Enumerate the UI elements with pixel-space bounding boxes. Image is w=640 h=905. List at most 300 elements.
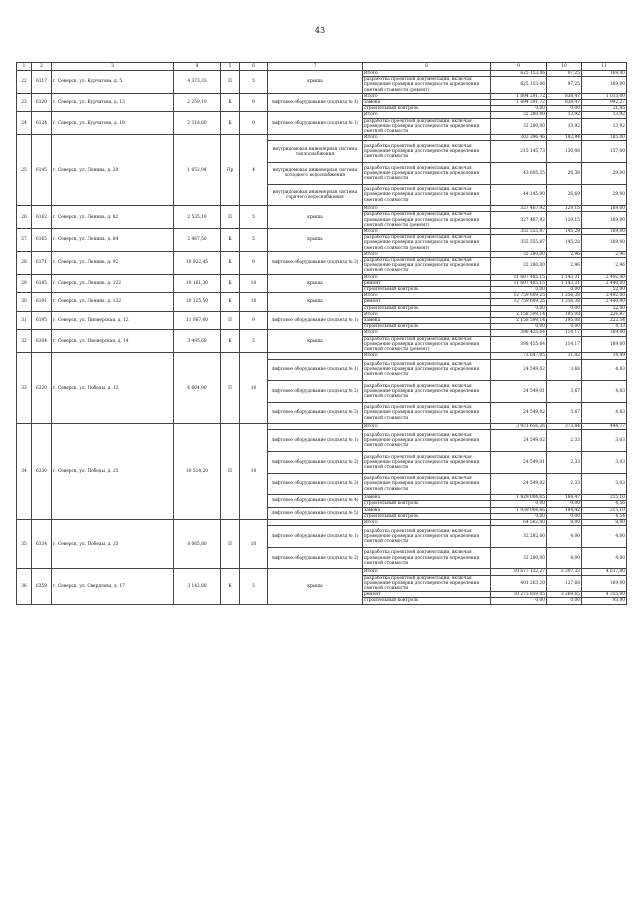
work-type-cell: крыша — [268, 274, 363, 293]
floors-cell: 10 — [240, 353, 268, 424]
work-type-cell: лифтовое оборудование (подъезд № 5) — [268, 507, 363, 519]
work-type-cell: лифтовое оборудование (подъезд № 1) — [268, 93, 363, 112]
cost-cell: 24 549,02 — [491, 473, 547, 495]
unit-cost-cell: 0,00 — [547, 305, 582, 311]
limit-cost-cell: 2,96 — [582, 258, 627, 275]
work-type-cell: внутридомовая инженерная система теплоснабжения — [268, 141, 363, 163]
limit-cost-cell: 169,00 — [582, 212, 627, 229]
limit-cost-cell: 2 440,00 — [582, 299, 627, 305]
unit-cost-cell: 97,25 — [547, 71, 582, 77]
row-number: 35 — [17, 520, 32, 569]
cost-cell: 625 153,06 — [491, 77, 547, 94]
unit-cost-cell: 11,02 — [547, 353, 582, 359]
work-type-cell: крыша — [268, 293, 363, 312]
limit-cost-cell: 169,00 — [582, 575, 627, 592]
work-description-cell: Итого — [363, 330, 491, 336]
category-cell: П — [221, 520, 240, 569]
work-description-cell: строительный контроль — [363, 305, 491, 311]
work-type-cell: внутридомовая инженерная система холодного водоснабжения — [268, 163, 363, 185]
work-description-cell: разработка проектной документации, включая проведение проверки достоверности определения сметной стоимости — [363, 258, 491, 275]
work-description-cell: Итого — [363, 251, 491, 257]
work-type-cell: крыша — [268, 229, 363, 252]
work-description-cell: Итого — [363, 424, 491, 430]
floors-cell: 10 — [240, 274, 268, 293]
address-cell: г. Северск, ул. Свердлова, д. 17 — [52, 569, 174, 604]
limit-cost-cell: 14,49 — [582, 353, 627, 359]
column-number: 2 — [32, 63, 52, 71]
cost-cell: 0,00 — [491, 305, 547, 311]
category-cell: К — [221, 569, 240, 604]
row-number: 23 — [17, 93, 32, 112]
object-code: 6334 — [32, 520, 52, 569]
cost-cell: 24 549,02 — [491, 359, 547, 381]
work-description-cell: разработка проектной документации, включая проведение проверки достоверности определения сметной стоимости — [363, 473, 491, 495]
address-cell: г. Северск, ул. Ленина, д. 132 — [52, 293, 174, 312]
repair-program-table — [16, 62, 627, 605]
work-description-cell: разработка проектной документации, включая проведение проверки достоверности определения сметной стоимости — [363, 163, 491, 185]
unit-cost-cell: 3,67 — [547, 381, 582, 403]
cost-cell: 355 555,87 — [491, 229, 547, 235]
limit-cost-cell: 4,83 — [582, 359, 627, 381]
cost-cell: 73 647,05 — [491, 353, 547, 359]
limit-cost-cell: 169,00 — [582, 330, 627, 336]
cost-cell: 10 677 122,27 — [491, 569, 547, 575]
unit-cost-cell: 26,69 — [547, 184, 582, 206]
unit-cost-cell: 3 269,65 — [547, 592, 582, 598]
cost-cell: 0,00 — [491, 598, 547, 604]
work-description-cell: Итого — [363, 112, 491, 118]
limit-cost-cell: 444,77 — [582, 424, 627, 430]
limit-cost-cell: 3,03 — [582, 473, 627, 495]
table-row — [17, 293, 627, 299]
unit-cost-cell: 114,17 — [547, 336, 582, 353]
work-description-cell: Итого — [363, 569, 491, 575]
category-cell: К — [221, 330, 240, 353]
work-type-cell: лифтовое оборудование (подъезд № 1) — [268, 430, 363, 452]
work-description-cell: ремонт — [363, 280, 491, 286]
cost-cell: 0,00 — [491, 106, 547, 112]
address-cell: г. Северск, ул. Победы, д. 33 — [52, 520, 174, 569]
cost-cell: 327 467,92 — [491, 206, 547, 212]
area-cell: 10 514,20 — [174, 424, 221, 520]
limit-cost-cell: 4 355,00 — [582, 592, 627, 598]
limit-cost-cell: 8,00 — [582, 520, 627, 526]
area-cell: 10 125,50 — [174, 293, 221, 312]
cost-cell: 302 396,46 — [491, 135, 547, 141]
area-cell: 2 259,10 — [174, 93, 221, 112]
object-code: 6195 — [32, 311, 52, 330]
column-number: 3 — [52, 63, 174, 71]
unit-cost-cell: 184,42 — [547, 507, 582, 513]
table-row — [17, 71, 627, 77]
unit-cost-cell: 4,00 — [547, 547, 582, 569]
unit-cost-cell: 3,68 — [547, 359, 582, 381]
address-cell: г. Северск, ул. Победы, д. 23 — [52, 424, 174, 520]
cost-cell: 12 759 609,25 — [491, 299, 547, 305]
table-row — [17, 251, 627, 257]
limit-cost-cell: 4,00 — [582, 526, 627, 548]
limit-cost-cell: 169,00 — [582, 229, 627, 235]
column-number: 8 — [363, 63, 491, 71]
object-code: 6359 — [32, 569, 52, 604]
cost-cell: 44 145,90 — [491, 184, 547, 206]
work-description-cell: Итого — [363, 293, 491, 299]
object-code: 6185 — [32, 274, 52, 293]
unit-cost-cell: 1 256,38 — [547, 299, 582, 305]
work-description-cell: замена — [363, 495, 491, 501]
work-description-cell: Итого — [363, 229, 491, 235]
unit-cost-cell: 26,36 — [547, 163, 582, 185]
unit-cost-cell: 97,25 — [547, 77, 582, 94]
floors-cell: 5 — [240, 229, 268, 252]
table-row — [17, 330, 627, 336]
row-number: 36 — [17, 569, 32, 604]
cost-cell: 3 931 656,26 — [491, 424, 547, 430]
category-cell: П — [221, 206, 240, 229]
work-description-cell: Итого — [363, 135, 491, 141]
work-description-cell: разработка проектной документации, включая проведение проверки достоверности определения сметной стоимости — [363, 575, 491, 592]
cost-cell: 32 280,00 — [491, 258, 547, 275]
unit-cost-cell: 145,28 — [547, 229, 582, 235]
work-type-cell: крыша — [268, 71, 363, 94]
work-type-cell: внутридомовая инженерная система горячего водоснабжения — [268, 184, 363, 206]
category-cell: П — [221, 71, 240, 94]
column-number-row — [17, 63, 627, 71]
limit-cost-cell: 4 617,00 — [582, 569, 627, 575]
unit-cost-cell: 838,47 — [547, 100, 582, 106]
row-number: 26 — [17, 206, 32, 229]
limit-cost-cell: 169,00 — [582, 77, 627, 94]
cost-cell: 32 280,00 — [491, 251, 547, 257]
object-code: 6330 — [32, 424, 52, 520]
object-code: 6162 — [32, 206, 52, 229]
address-cell: г. Северск, ул. Курчатова, д. 5 — [52, 71, 174, 94]
column-number: 6 — [240, 63, 268, 71]
work-description-cell: разработка проектной документации, включая проведение проверки достоверности определения сметной стоимости — [363, 526, 491, 548]
address-cell: г. Северск, ул. Ленина, д. 28 — [52, 135, 174, 206]
category-cell: Пр — [221, 135, 240, 206]
work-description-cell: разработка проектной документации, включая проведение проверки достоверности определения сметной стоимости — [363, 402, 491, 424]
cost-cell: 2 158 599,14 — [491, 318, 547, 324]
floors-cell: 10 — [240, 520, 268, 569]
unit-cost-cell: 195,08 — [547, 311, 582, 317]
category-cell: К — [221, 112, 240, 135]
table-row — [17, 93, 627, 99]
floors-cell: 5 — [240, 71, 268, 94]
work-description-cell: Итого — [363, 206, 491, 212]
work-description-cell: разработка проектной документации, включая проведение проверки достоверности определения сметной стоимости (ремонт) — [363, 235, 491, 252]
limit-cost-cell: 29,00 — [582, 184, 627, 206]
cost-cell: 398 435,64 — [491, 330, 547, 336]
unit-cost-cell: 129,15 — [547, 206, 582, 212]
address-cell: г. Северск, ул. Курчатова, д. 13 — [52, 93, 174, 112]
row-number: 33 — [17, 353, 32, 424]
work-type-cell: лифтовое оборудование (подъезд № 3) — [268, 251, 363, 274]
work-description-cell: Итого — [363, 353, 491, 359]
cost-cell: 32 280,00 — [491, 118, 547, 135]
work-type-cell: лифтовое оборудование (подъезд № 4) — [268, 495, 363, 507]
cost-cell: 11 607 485,15 — [491, 274, 547, 280]
cost-cell: 12 759 609,25 — [491, 293, 547, 299]
work-type-cell: лифтовое оборудование (подъезд № 1) — [268, 359, 363, 381]
work-description-cell: разработка проектной документации, включая проведение проверки достоверности определения сметной стоимости — [363, 118, 491, 135]
unit-cost-cell: 1 143,31 — [547, 280, 582, 286]
limit-cost-cell: 215,10 — [582, 495, 627, 501]
limit-cost-cell: 3,03 — [582, 452, 627, 474]
unit-cost-cell: 4,00 — [547, 526, 582, 548]
limit-cost-cell: 3,03 — [582, 430, 627, 452]
cost-cell: 24 549,01 — [491, 452, 547, 474]
unit-cost-cell: 2,96 — [547, 258, 582, 275]
column-number: 5 — [221, 63, 240, 71]
work-description-cell: строительный контроль — [363, 501, 491, 507]
table-row — [17, 274, 627, 280]
floors-cell: 10 — [240, 424, 268, 520]
limit-cost-cell: 1 015,00 — [582, 93, 627, 99]
limit-cost-cell: 52,00 — [582, 305, 627, 311]
cost-cell: 64 562,00 — [491, 520, 547, 526]
cost-cell: 0,00 — [491, 287, 547, 293]
limit-cost-cell: 4,33 — [582, 324, 627, 330]
cost-cell: 0,00 — [491, 513, 547, 519]
cost-cell: 215 145,73 — [491, 141, 547, 163]
limit-cost-cell: 2 440,00 — [582, 280, 627, 286]
area-cell: 2 318,60 — [174, 112, 221, 135]
floors-cell: 10 — [240, 293, 268, 312]
area-cell: 8 065,80 — [174, 520, 221, 569]
area-cell: 3 142,80 — [174, 569, 221, 604]
page-number: 43 — [314, 26, 326, 35]
unit-cost-cell: 838,47 — [547, 93, 582, 99]
table-row — [17, 311, 627, 317]
unit-cost-cell: 2,33 — [547, 430, 582, 452]
work-description-cell: замена — [363, 100, 491, 106]
work-description-cell: строительный контроль — [363, 287, 491, 293]
object-code: 6124 — [32, 112, 52, 135]
area-cell: 11 067,60 — [174, 311, 221, 330]
unit-cost-cell: 0,00 — [547, 598, 582, 604]
cost-cell: 327 467,92 — [491, 212, 547, 229]
work-type-cell: крыша — [268, 330, 363, 353]
area-cell: 4 373,33 — [174, 71, 221, 94]
unit-cost-cell: 182,94 — [547, 135, 582, 141]
limit-cost-cell: 226,87 — [582, 311, 627, 317]
floors-cell: 9 — [240, 311, 268, 330]
object-code: 6191 — [32, 293, 52, 312]
cost-cell: 398 435,64 — [491, 336, 547, 353]
work-description-cell: строительный контроль — [363, 598, 491, 604]
limit-cost-cell: 169,00 — [582, 206, 627, 212]
work-description-cell: Итого — [363, 274, 491, 280]
work-description-cell: замена — [363, 318, 491, 324]
unit-cost-cell: 0,00 — [547, 501, 582, 507]
object-code: 6320 — [32, 353, 52, 424]
limit-cost-cell: 93,00 — [582, 598, 627, 604]
work-description-cell: ремонт — [363, 299, 491, 305]
work-description-cell: Итого — [363, 71, 491, 77]
work-description-cell: разработка проектной документации, включая проведение проверки достоверности определения сметной стоимости (ремонт) — [363, 77, 491, 94]
limit-cost-cell: 4,56 — [582, 501, 627, 507]
floors-cell: 5 — [240, 569, 268, 604]
cost-cell: 1 939 004,66 — [491, 507, 547, 513]
work-description-cell: ремонт — [363, 592, 491, 598]
area-cell: 6 604,90 — [174, 353, 221, 424]
category-cell: К — [221, 293, 240, 312]
object-code: 6145 — [32, 135, 52, 206]
row-number: 31 — [17, 311, 32, 330]
address-cell: г. Северск, ул. Победы, д. 13 — [52, 353, 174, 424]
limit-cost-cell: 4,54 — [582, 513, 627, 519]
row-number: 30 — [17, 293, 32, 312]
column-number: 11 — [582, 63, 627, 71]
category-cell: К — [221, 274, 240, 293]
work-type-cell: крыша — [268, 569, 363, 604]
cost-cell: 10 275 859,05 — [491, 592, 547, 598]
unit-cost-cell: 0,00 — [547, 287, 582, 293]
unit-cost-cell: 3,67 — [547, 402, 582, 424]
address-cell: г. Северск, ул. Ленина, д. 82 — [52, 206, 174, 229]
unit-cost-cell: 373,84 — [547, 424, 582, 430]
limit-cost-cell: 52,00 — [582, 287, 627, 293]
category-cell: К — [221, 251, 240, 274]
unit-cost-cell: 13,92 — [547, 118, 582, 135]
limit-cost-cell: 215,10 — [582, 507, 627, 513]
category-cell: К — [221, 229, 240, 252]
cost-cell: 11 607 485,15 — [491, 280, 547, 286]
work-description-cell: разработка проектной документации, включая проведение проверки достоверности определения сметной стоимости — [363, 430, 491, 452]
object-code: 6165 — [32, 229, 52, 252]
cost-cell: 2 158 599,14 — [491, 311, 547, 317]
work-type-cell: лифтовое оборудование (подъезд № 1) — [268, 526, 363, 548]
cost-cell: 0,00 — [491, 501, 547, 507]
work-description-cell: Итого — [363, 311, 491, 317]
cost-cell: 24 549,02 — [491, 430, 547, 452]
limit-cost-cell: 13,92 — [582, 118, 627, 135]
cost-cell: 32 282,00 — [491, 526, 547, 548]
category-cell: К — [221, 93, 240, 112]
unit-cost-cell: 2,33 — [547, 452, 582, 474]
cost-cell: 1 894 291,72 — [491, 93, 547, 99]
unit-cost-cell: 0,00 — [547, 324, 582, 330]
address-cell: г. Северск, ул. Курчатова, д. 19 — [52, 112, 174, 135]
work-description-cell: Итого — [363, 520, 491, 526]
floors-cell: 5 — [240, 206, 268, 229]
unit-cost-cell: 2,96 — [547, 251, 582, 257]
unit-cost-cell: 195,08 — [547, 318, 582, 324]
limit-cost-cell: 29,00 — [582, 163, 627, 185]
address-cell: г. Северск, ул. Пионерская, д. 12 — [52, 311, 174, 330]
limit-cost-cell: 185,00 — [582, 135, 627, 141]
table-row — [17, 569, 627, 575]
work-description-cell: строительный контроль — [363, 513, 491, 519]
work-type-cell: лифтовое оборудование (подъезд № 1) — [268, 112, 363, 135]
category-cell: П — [221, 353, 240, 424]
limit-cost-cell: 4,83 — [582, 381, 627, 403]
table-row — [17, 112, 627, 118]
row-number: 29 — [17, 274, 32, 293]
row-number: 27 — [17, 229, 32, 252]
floors-cell: 9 — [240, 112, 268, 135]
category-cell: П — [221, 311, 240, 330]
work-description-cell: строительный контроль — [363, 106, 491, 112]
row-number: 24 — [17, 112, 32, 135]
address-cell: г. Северск, ул. Ленина, д. 92 — [52, 251, 174, 274]
row-number: 34 — [17, 424, 32, 520]
column-number: 9 — [491, 63, 547, 71]
work-type-cell: лифтовое оборудование (подъезд № 2) — [268, 547, 363, 569]
area-cell: 10 161,30 — [174, 274, 221, 293]
unit-cost-cell: 130,06 — [547, 141, 582, 163]
work-type-cell: лифтовое оборудование (подъезд № 3) — [268, 473, 363, 495]
work-type-cell: крыша — [268, 206, 363, 229]
column-number: 4 — [174, 63, 221, 71]
work-description-cell: разработка проектной документации, включая проведение проверки достоверности определения сметной стоимости (ремонт) — [363, 336, 491, 353]
category-cell: П — [221, 424, 240, 520]
cost-cell: 24 549,02 — [491, 402, 547, 424]
work-type-cell: лифтовое оборудование (подъезд № 2) — [268, 452, 363, 474]
work-description-cell: разработка проектной документации, включая проведение проверки достоверности определения сметной стоимости (ремонт) — [363, 212, 491, 229]
work-description-cell: разработка проектной документации, включая проведение проверки достоверности определения сметной стоимости — [363, 547, 491, 569]
table-row — [17, 229, 627, 235]
unit-cost-cell: 13,92 — [547, 112, 582, 118]
cost-cell: 355 555,87 — [491, 235, 547, 252]
limit-cost-cell: 222,54 — [582, 318, 627, 324]
address-cell: г. Северск, ул. Пионерская, д. 14 — [52, 330, 174, 353]
limit-cost-cell: 992,27 — [582, 100, 627, 106]
row-number: 22 — [17, 71, 32, 94]
work-description-cell: замена — [363, 507, 491, 513]
unit-cost-cell: 129,15 — [547, 212, 582, 229]
column-number: 1 — [17, 63, 32, 71]
unit-cost-cell: 1 143,31 — [547, 274, 582, 280]
work-description-cell: разработка проектной документации, включая проведение проверки достоверности определения сметной стоимости — [363, 359, 491, 381]
unit-cost-cell: 184,47 — [547, 495, 582, 501]
cost-cell: 0,00 — [491, 324, 547, 330]
unit-cost-cell: 127,68 — [547, 575, 582, 592]
work-type-cell: лифтовое оборудование (подъезд № 2) — [268, 381, 363, 403]
area-cell: 1 652,94 — [174, 135, 221, 206]
unit-cost-cell: 3 397,33 — [547, 569, 582, 575]
area-cell: 3 495,68 — [174, 330, 221, 353]
object-code: 6120 — [32, 93, 52, 112]
limit-cost-cell: 2 492,00 — [582, 274, 627, 280]
limit-cost-cell: 13,92 — [582, 112, 627, 118]
work-description-cell: разработка проектной документации, включая проведение проверки достоверности определения сметной стоимости — [363, 184, 491, 206]
object-code: 6304 — [32, 330, 52, 353]
unit-cost-cell: 0,00 — [547, 513, 582, 519]
unit-cost-cell: 1 256,38 — [547, 293, 582, 299]
cost-cell: 1 894 291,72 — [491, 100, 547, 106]
cost-cell: 32 280,00 — [491, 112, 547, 118]
row-number: 32 — [17, 330, 32, 353]
work-description-cell: разработка проектной документации, включая проведение проверки достоверности определения сметной стоимости — [363, 452, 491, 474]
address-cell: г. Северск, ул. Ленина, д. 84 — [52, 229, 174, 252]
work-type-cell: лифтовое оборудование (подъезд № 1) — [268, 311, 363, 330]
floors-cell: 5 — [240, 330, 268, 353]
limit-cost-cell: 169,00 — [582, 336, 627, 353]
row-number: 25 — [17, 135, 32, 206]
work-type-cell: лифтовое оборудование (подъезд № 3) — [268, 402, 363, 424]
work-description-cell: Итого — [363, 93, 491, 99]
row-number: 28 — [17, 251, 32, 274]
cost-cell: 32 280,00 — [491, 547, 547, 569]
column-number: 7 — [268, 63, 363, 71]
limit-cost-cell: 21,85 — [582, 106, 627, 112]
limit-cost-cell: 157,00 — [582, 141, 627, 163]
unit-cost-cell: 145,28 — [547, 235, 582, 252]
limit-cost-cell: 169,00 — [582, 71, 627, 77]
limit-cost-cell: 2,96 — [582, 251, 627, 257]
